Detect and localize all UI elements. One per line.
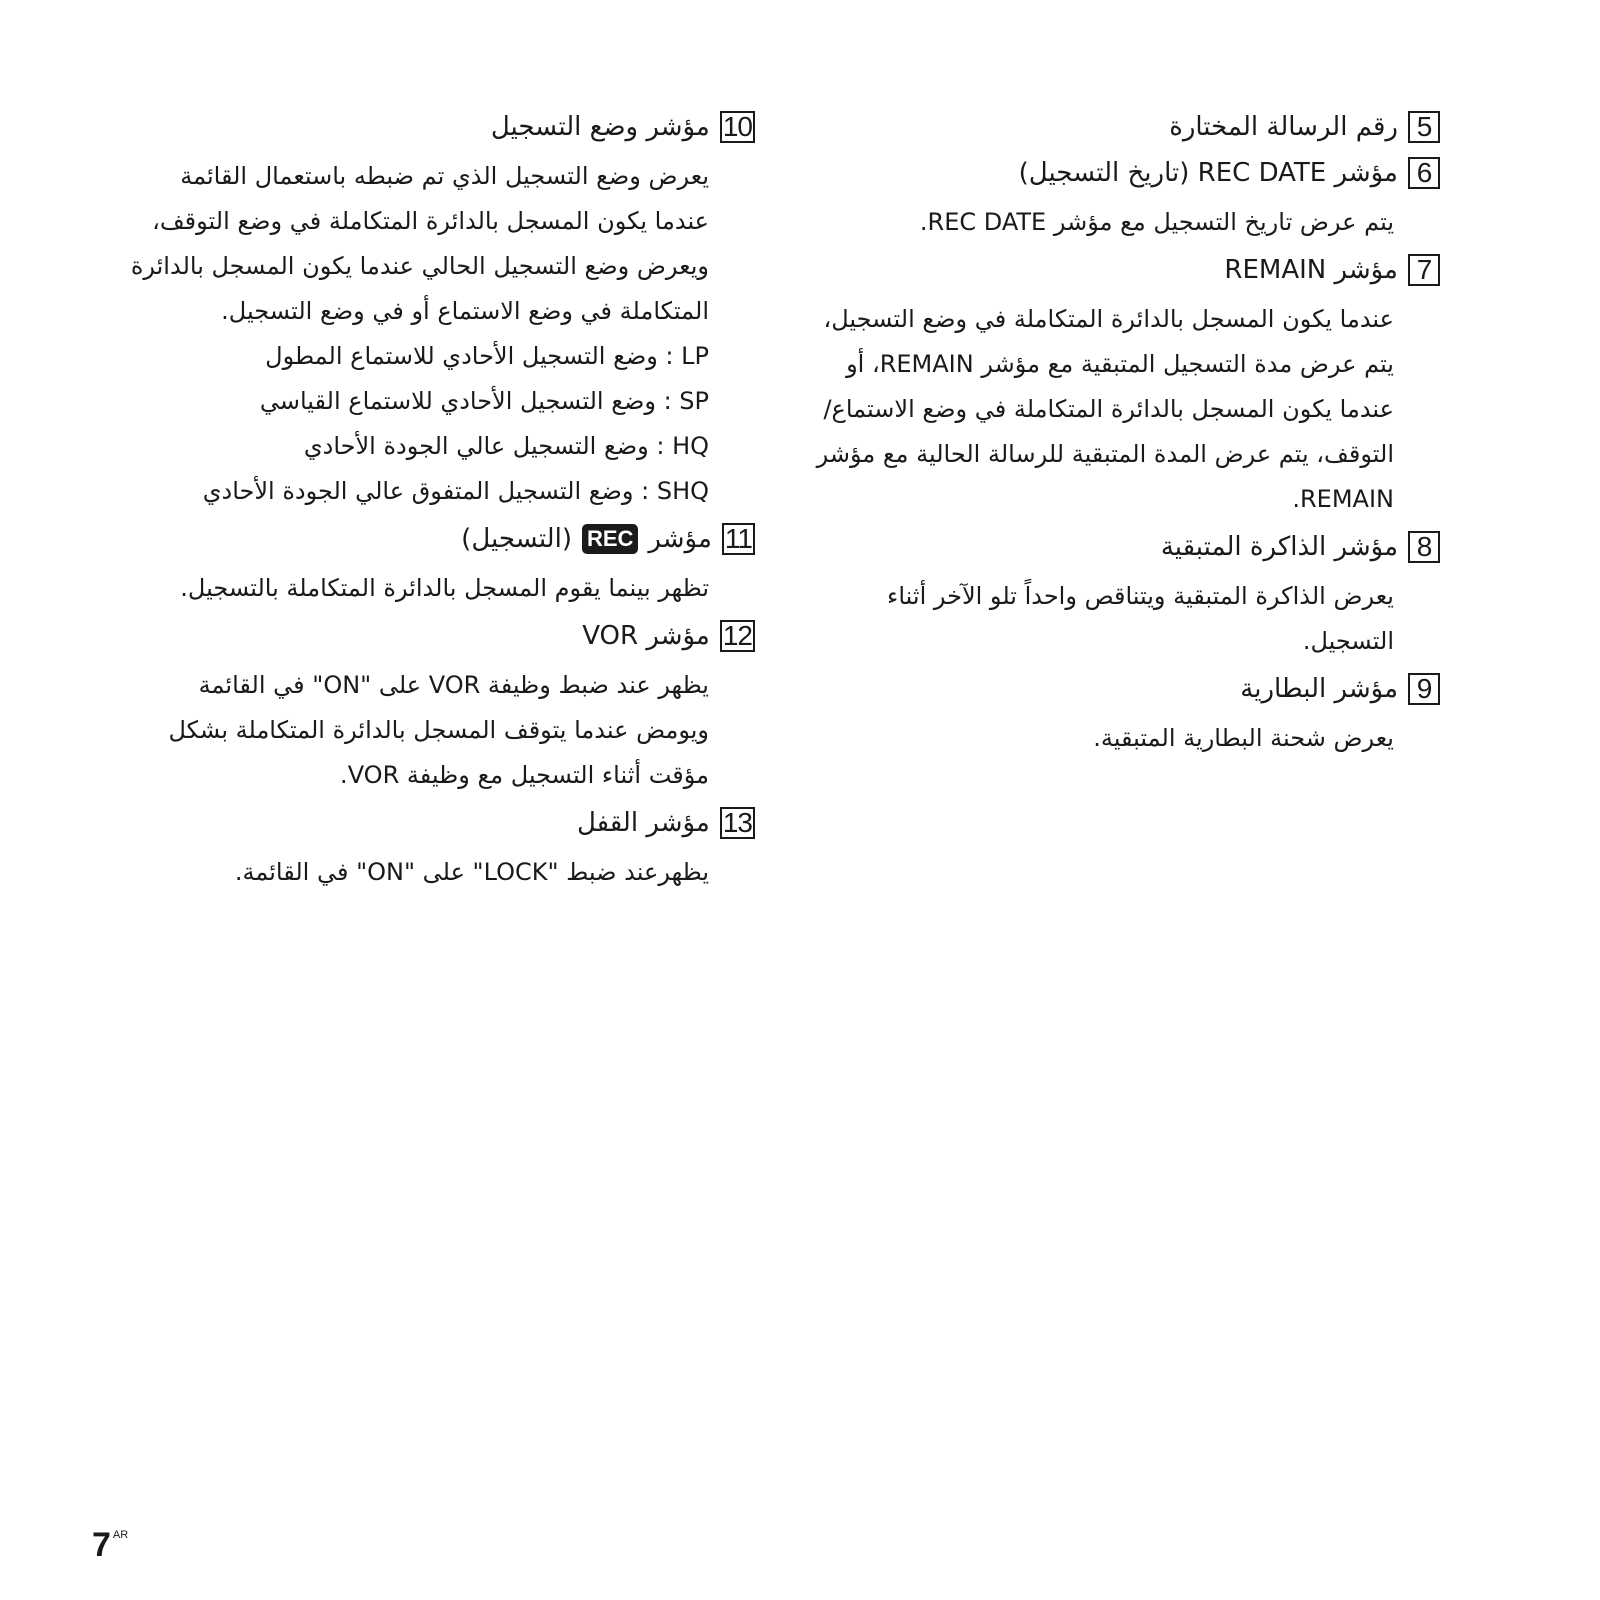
item-6-number: 6	[1408, 157, 1440, 189]
right-column	[816, 108, 1440, 761]
item-5-number: 5	[1408, 111, 1440, 143]
item-7-text: عندما يكون المسجل بالدائرة المتكاملة في وضع التسجيل،	[823, 305, 1394, 333]
item-11-number: 11	[722, 523, 755, 555]
item-5-title: رقم الرسالة المختارة	[1169, 112, 1398, 142]
item-7-text: يتم عرض مدة التسجيل المتبقية مع مؤشر REMAIN، أو	[846, 350, 1394, 378]
mode-lp: LP : وضع التسجيل الأحادي للاستماع المطول	[265, 342, 709, 370]
item-7-text: التوقف، يتم عرض المدة المتبقية للرسالة الحالية مع مؤشر	[816, 440, 1394, 468]
item-8-text: التسجيل.	[1302, 627, 1394, 655]
page-language-code: AR	[112, 1529, 129, 1541]
item-12-title: مؤشر VOR	[582, 621, 710, 651]
item-11-title-prefix: مؤشر	[648, 524, 712, 554]
page-number	[92, 1528, 128, 1562]
mode-shq: SHQ : وضع التسجيل المتفوق عالي الجودة الأحادي	[202, 477, 709, 505]
item-7-text: عندما يكون المسجل بالدائرة المتكاملة في وضع الاستماع/	[823, 395, 1394, 423]
item-11-text: تظهر بينما يقوم المسجل بالدائرة المتكاملة بالتسجيل.	[180, 574, 709, 602]
item-10-heading	[175, 108, 755, 146]
item-12-text: ويومض عندما يتوقف المسجل بالدائرة المتكاملة بشكل	[168, 716, 709, 744]
item-13-text: يظهرعند ضبط "LOCK" على "ON" في القائمة.	[234, 858, 709, 886]
item-10-number: 10	[720, 111, 755, 143]
item-5-heading	[880, 108, 1440, 146]
item-10-text: عندما يكون المسجل بالدائرة المتكاملة في وضع التوقف،	[152, 207, 709, 235]
item-6-heading	[880, 154, 1440, 192]
item-10-text: ويعرض وضع التسجيل الحالي عندما يكون المسجل بالدائرة	[130, 252, 709, 280]
item-10-text: يعرض وضع التسجيل الذي تم ضبطه باستعمال القائمة	[180, 162, 709, 190]
left-column	[130, 108, 755, 895]
page-number-value: 7	[92, 1526, 111, 1564]
item-8-heading	[880, 528, 1440, 566]
item-12-text: يظهر عند ضبط وظيفة VOR على "ON" في القائمة	[198, 671, 709, 699]
item-9-text: يعرض شحنة البطارية المتبقية.	[1093, 724, 1394, 752]
item-7-title: مؤشر REMAIN	[1224, 255, 1398, 285]
item-12-text: مؤقت أثناء التسجيل مع وظيفة VOR.	[340, 761, 709, 789]
item-13-title: مؤشر القفل	[576, 808, 710, 838]
item-12-number: 12	[720, 620, 755, 652]
item-7-heading	[880, 251, 1440, 289]
item-6-text: يتم عرض تاريخ التسجيل مع مؤشر REC DATE.	[919, 208, 1394, 236]
item-9-title: مؤشر البطارية	[1240, 674, 1398, 704]
item-7-text: REMAIN.	[1292, 485, 1394, 513]
item-9-heading	[880, 670, 1440, 708]
item-11-heading	[175, 520, 755, 558]
item-10-title: مؤشر وضع التسجيل	[490, 112, 710, 142]
item-8-number: 8	[1408, 531, 1440, 563]
mode-sp: SP : وضع التسجيل الأحادي للاستماع القياسي	[259, 387, 709, 415]
item-10-text: المتكاملة في وضع الاستماع أو في وضع التسجيل.	[221, 297, 709, 325]
item-8-text: يعرض الذاكرة المتبقية ويتناقص واحداً تلو الآخر أثناء	[887, 582, 1394, 610]
item-9-number: 9	[1408, 673, 1440, 705]
mode-hq: HQ : وضع التسجيل عالي الجودة الأحادي	[303, 432, 709, 460]
item-13-number: 13	[720, 807, 755, 839]
rec-indicator-icon: REC	[582, 524, 638, 554]
item-13-heading	[175, 804, 755, 842]
item-11-title-suffix: (التسجيل)	[461, 524, 572, 554]
item-6-title: مؤشر REC DATE (تاريخ التسجيل)	[1018, 158, 1398, 188]
item-12-heading	[175, 617, 755, 655]
item-8-title: مؤشر الذاكرة المتبقية	[1160, 532, 1398, 562]
item-7-number: 7	[1408, 254, 1440, 286]
